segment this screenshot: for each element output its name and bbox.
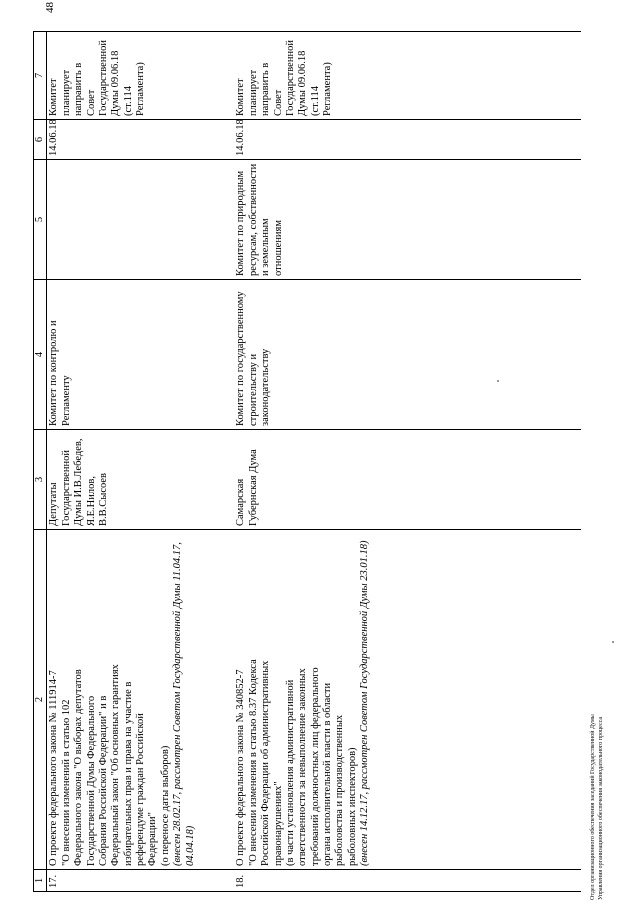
row-number: 18.	[234, 870, 401, 892]
bill-line: Государственной Думы Федерального	[85, 695, 97, 866]
bill-line: О проекте федерального закона № 340852-7	[235, 669, 247, 866]
co-committee	[47, 160, 235, 280]
bill-note: (внесен 14.12.17, рассмотрен Советом Государственной Думы 23.01.18)	[359, 540, 371, 866]
row-number: 17.	[47, 870, 235, 892]
page-number: 48	[44, 2, 56, 13]
initiator: Депутаты Государственной Думы И.В.Лебедев, Я.Е.Нилов, В.В.Сысоев	[47, 430, 235, 530]
scan-speck	[497, 380, 499, 382]
scan-speck	[612, 641, 614, 643]
bill-line: Федеральный закон "Об основных гарантиях	[110, 664, 122, 866]
bill-description	[47, 530, 235, 870]
column-header: 1	[34, 870, 47, 892]
rotated-page-content	[33, 32, 581, 892]
bill-line: органа исполнительной власти в области	[322, 682, 333, 866]
table-filler-row	[401, 32, 581, 892]
column-header: 4	[34, 280, 47, 430]
bill-line: избирательных прав и права на участие в	[122, 681, 134, 866]
bill-line: референдуме граждан Российской	[135, 713, 146, 866]
column-header: 5	[34, 160, 47, 280]
bills-table	[33, 31, 581, 892]
bill-line: Российской Федерации об административных	[260, 660, 272, 866]
column-header: 3	[34, 430, 47, 530]
bill-note: (внесен 28.02.17, рассмотрен Советом Государственной Думы 11.04.17, 04.04.18)	[172, 542, 196, 866]
bill-line: (в части установления административной	[284, 679, 296, 866]
date: 14.06.18	[47, 120, 235, 160]
bill-line: "О внесении изменений в статью 102	[60, 699, 72, 866]
footer-line: Управления организационного обеспечения законодательного процесса	[597, 716, 604, 900]
initiator: Самарская Губернская Дума	[234, 430, 401, 530]
bill-line: "О внесении изменения в статью 8.37 Кодекса	[247, 659, 259, 866]
bill-line: Федерального закона "О выборах депутатов	[73, 669, 85, 866]
table-row	[47, 32, 235, 892]
table-header-row	[34, 32, 47, 892]
planned-action: Комитет планирует направить в Совет Государственной Думы 09.06.18 (ст.114 Регламента)	[234, 32, 401, 120]
footer-line: Отдел организационного обеспечения заседаний Государственной Думы	[590, 714, 596, 900]
footer-note	[590, 580, 605, 900]
bill-line: ответственности за невыполнение законных	[297, 668, 309, 866]
responsible-committee: Комитет по государственному строительству и законодательству	[234, 280, 401, 430]
bill-line: О проекте федерального закона № 111914-7	[48, 670, 60, 866]
column-header: 2	[34, 530, 47, 870]
bill-line: Федерации"	[147, 812, 159, 866]
planned-action: Комитет планирует направить в Совет Государственной Думы 09.06.18 (ст.114 Регламента)	[47, 32, 235, 120]
co-committee: Комитет по природным ресурсам, собственности и земельным отношениям	[234, 160, 401, 280]
bill-line: требований должностных лиц федерального	[309, 667, 321, 866]
table-row	[234, 32, 401, 892]
column-header: 7	[34, 32, 47, 120]
bill-description	[234, 530, 401, 870]
bill-line: Собрания Российской Федерации" и в	[97, 695, 109, 866]
column-header: 6	[34, 120, 47, 160]
bill-line: рыболовства и производственных	[334, 714, 346, 866]
responsible-committee: Комитет по контролю и Регламенту	[47, 280, 235, 430]
bill-line: (о переносе даты выборов)	[159, 745, 171, 866]
bill-line: правонарушениях"	[272, 781, 284, 866]
bill-line: рыболовных инспекторов)	[346, 747, 358, 866]
date: 14.06.18	[234, 120, 401, 160]
